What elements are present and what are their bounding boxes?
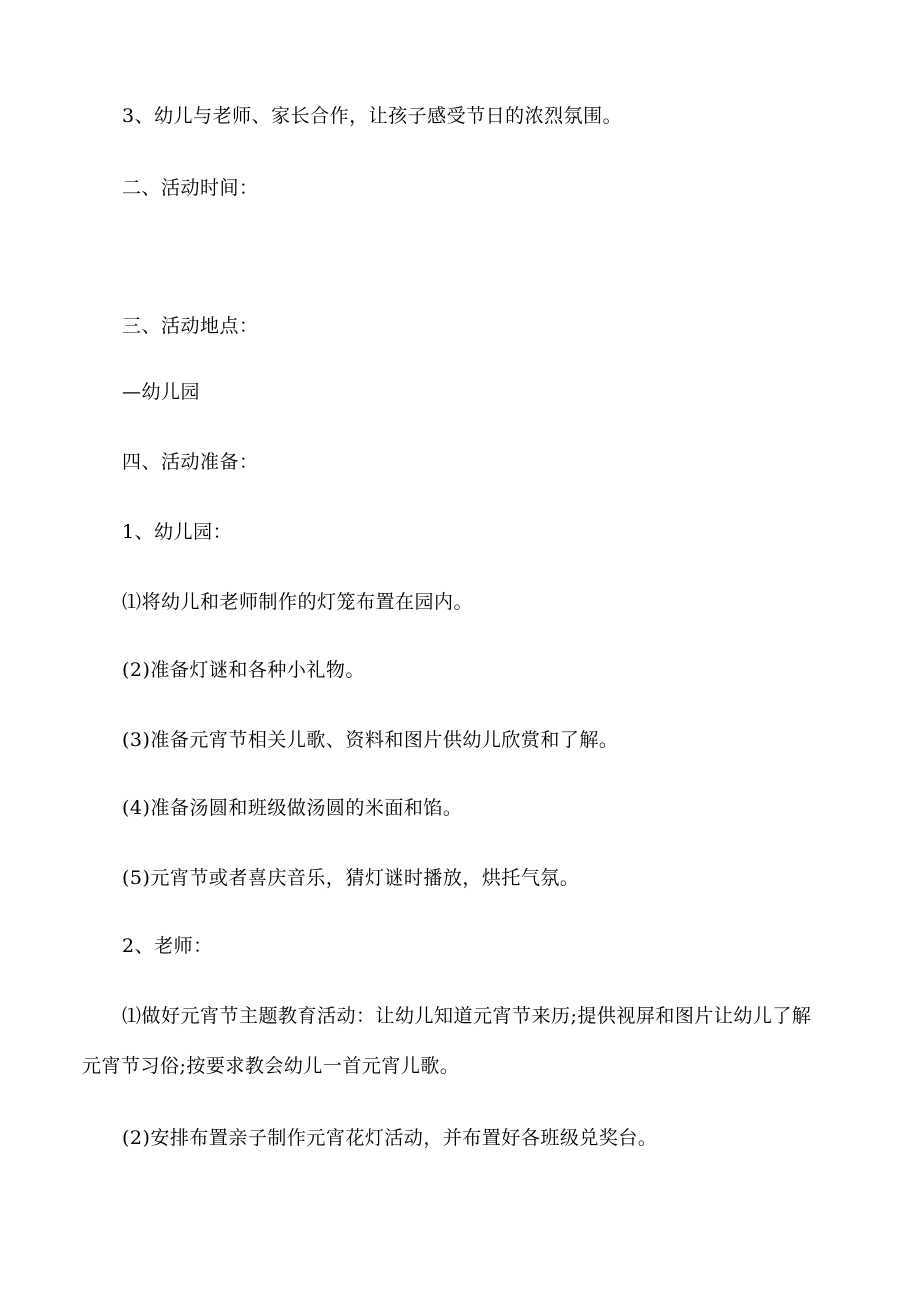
prep-item-3: (3)准备元宵节相关儿歌、资料和图片供幼儿欣赏和了解。 [122,729,619,751]
location-value: —幼儿园 [122,381,201,403]
teacher-item-1-line-2: 元宵节习俗;按要求教会幼儿一首元宵儿歌。 [82,1055,460,1077]
prep-item-2: (2)准备灯谜和各种小礼物。 [122,659,365,681]
prep-item-4: (4)准备汤圆和班级做汤圆的米面和馅。 [122,797,463,819]
section-heading-location: 三、活动地点： [122,315,259,337]
teacher-item-1-line-1: ⑴做好元宵节主题教育活动：让幼儿知道元宵节来历;提供视屏和图片让幼儿了解 [122,1005,812,1027]
subsection-kindergarten: 1、幼儿园： [122,521,233,543]
teacher-item-2: (2)安排布置亲子制作元宵花灯活动，并布置好各班级兑奖台。 [122,1127,658,1149]
section-heading-time: 二、活动时间： [122,177,259,199]
prep-item-5: (5)元宵节或者喜庆音乐，猜灯谜时播放，烘托气氛。 [122,867,580,889]
section-heading-preparation: 四、活动准备： [122,451,259,473]
goal-item-3: 3、幼儿与老师、家长合作，让孩子感受节日的浓烈氛围。 [122,105,623,127]
prep-item-1: ⑴将幼儿和老师制作的灯笼布置在园内。 [122,591,474,613]
subsection-teacher: 2、老师： [122,935,213,957]
